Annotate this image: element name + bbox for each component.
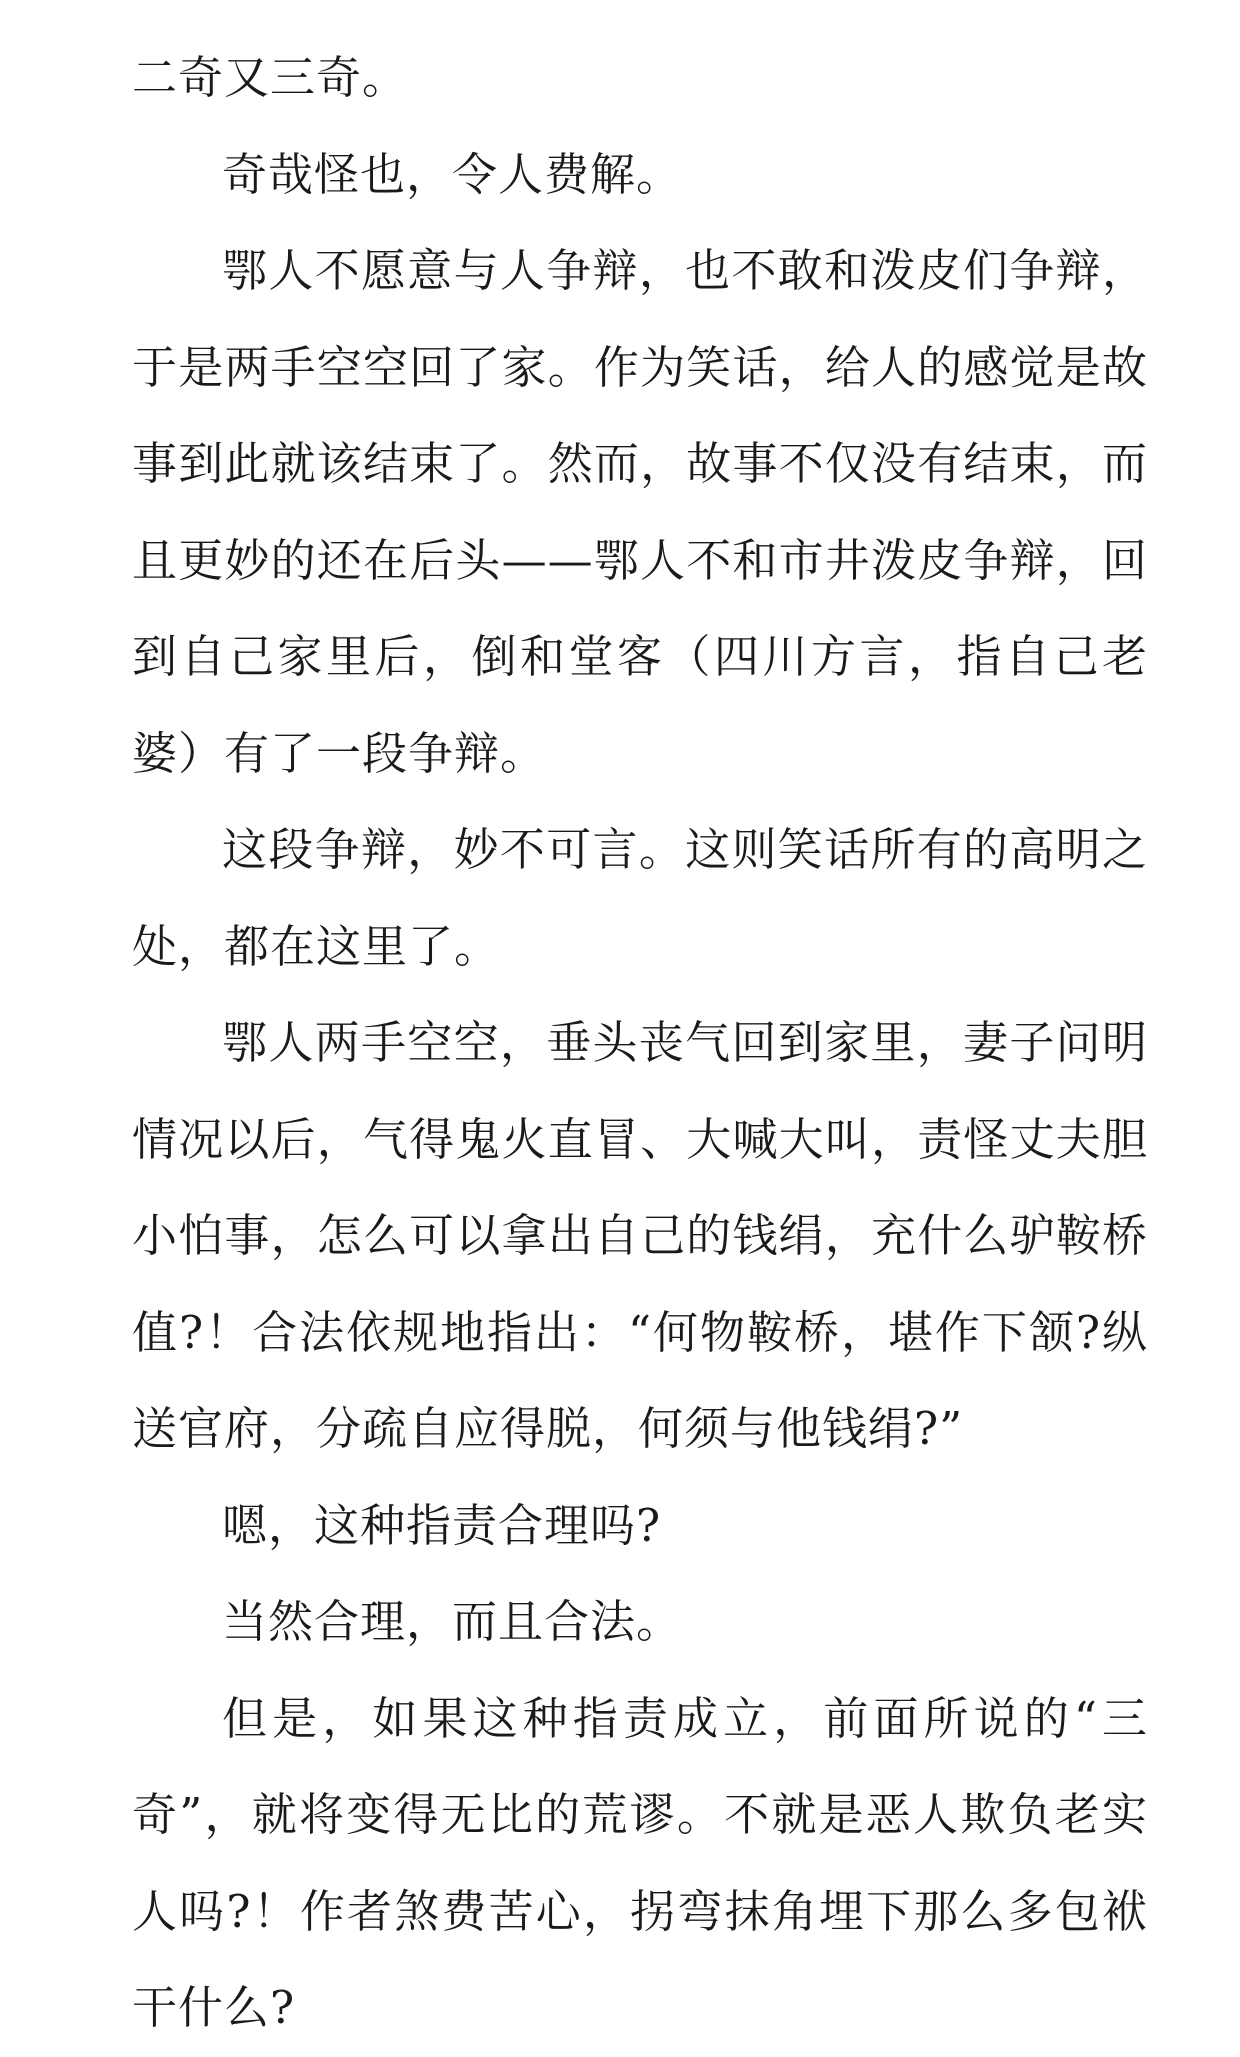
- paragraph: 当然合理，而且合法。: [222, 1595, 683, 1648]
- paragraph: 但是，如果这种指责成立，前面所说的“三奇”，就将变得无比的荒谬。不就是恶人欺负老实人吗?！作者煞费苦心，拐弯抹角埋下那么多包袱干什么?: [132, 1691, 1148, 2034]
- body-text: [132, 30, 1148, 2057]
- paragraph: 鄂人两手空空，垂头丧气回到家里，妻子问明情况以后，气得鬼火直冒、大喊大叫，责怪丈夫胆小怕事，怎么可以拿出自己的钱绢，充什么驴鞍桥值?！合法依规地指出：“何物鞍桥，堪作下颔?纵送官府，分疏自应得脱，何须与他钱绢?”: [132, 1016, 1148, 1455]
- paragraph: 嗯，这种指责合理吗?: [222, 1498, 662, 1552]
- paragraph: 二奇又三奇。: [132, 51, 409, 104]
- paragraph: 鄂人不愿意与人争辩，也不敢和泼皮们争辩，于是两手空空回了家。作为笑话，给人的感觉是故事到此就该结束了。然而，故事不仅没有结束，而且更妙的还在后头——鄂人不和市井泼皮争辩，回到自己家里后，倒和堂客（四川方言，指自己老婆）有了一段争辩。: [132, 244, 1148, 780]
- paragraph: 奇哉怪也，令人费解。: [222, 147, 683, 201]
- paragraph: 这段争辩，妙不可言。这则笑话所有的高明之处，都在这里了。: [132, 823, 1148, 973]
